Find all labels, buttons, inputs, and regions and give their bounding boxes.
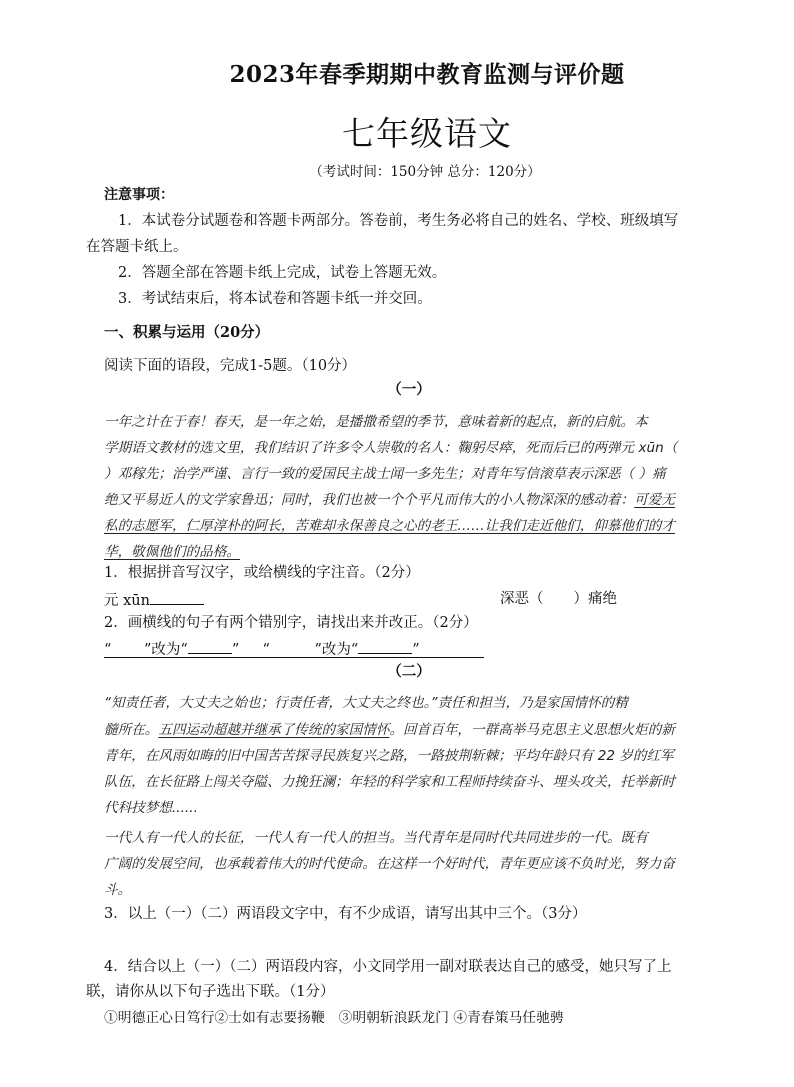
passage3-line-2: 广阔的发展空间，也承载着伟大的时代使命。在这样一个好时代，青年更应该不负时光，努力奋	[104, 856, 675, 872]
passage1-line-3: ）邓稼先；治学严谨、言行一致的爱国民主战士闻一多先生；对青年写信滚草表示深恶（ ）痛	[104, 466, 666, 482]
passage2-line-5: 代科技梦想......	[104, 800, 198, 816]
question-4-line-2: 联，请你从以下句子选出下联。（1分）	[86, 984, 335, 1000]
question-1: 1．根据拼音写汉字，或给横线的字注音。（2分）	[104, 565, 420, 581]
section-intro: 阅读下面的语段，完成1-5题。（10分）	[104, 358, 357, 374]
q2-quote-open-2[interactable]: “	[262, 642, 270, 658]
passage1-line-2: 学期语文教材的选文里，我们结识了许多令人崇敬的名人：鞠躬尽瘁，死而后已的两弹元 xūn（	[104, 440, 678, 456]
question-3: 3．以上（一）（二）两语段文字中，有不少成语，请写出其中三个。（3分）	[104, 906, 587, 922]
passage1-line-4-text: 绝又平易近人的文学家鲁迅；同时，我们也被一个个平凡而伟大的小人物深深的感动着：	[104, 492, 635, 508]
exam-title: 2023年春季期期中教育监测与评价题	[229, 61, 625, 88]
passage1-line-1: 一年之计在于春！春天，是一年之始，是播撒希望的季节，意味着新的起点，新的启航。本	[104, 414, 648, 430]
q1-answer-right	[500, 588, 617, 610]
q2-quote-close-2: ”	[412, 642, 420, 658]
part-label-1: （一）	[387, 381, 431, 398]
q1-right-label-a: 深恶（	[500, 591, 544, 607]
notes-item-1: 1．本试卷分试题卷和答题卡两部分。答卷前，考生务必将自己的姓名、学校、班级填写	[118, 213, 679, 229]
passage2-underlined: 五四运动超越并继承了传统的家国情怀	[158, 722, 390, 738]
section-heading: 一、积累与运用（20分）	[104, 324, 270, 341]
notes-heading: 注意事项：	[104, 187, 174, 203]
q2-blank-1[interactable]	[188, 637, 232, 654]
question-4-options: ①明德正心日笃行②士如有志要扬鞭 ③明朝斩浪跃龙门 ④青春策马任驰骋	[104, 1010, 564, 1026]
exam-info: （考试时间：150分钟 总分：120分）	[309, 164, 541, 180]
underlined-sentence-line-2: 私的志愿军，仁厚淳朴的阿长，苦难却永保善良之心的老王……让我们走近他们，仰慕他们的才	[104, 518, 675, 534]
underlined-sentence-line-3: 华，敬佩他们的品格。	[104, 544, 240, 560]
passage3-line-1: 一代人有一代人的长征，一代人有一代人的担当。当代青年是同时代共同进步的一代。既有	[104, 830, 648, 846]
passage2-line-2-end: 。回首百年，一群高举马克思主义思想火炬的新	[389, 722, 675, 738]
passage1-line-4	[104, 488, 675, 508]
q1-blank-left[interactable]	[150, 588, 204, 605]
q1-right-label-b: ）痛绝	[573, 591, 617, 607]
notes-item-1-cont: 在答题卡纸上。	[86, 239, 188, 255]
passage3-line-3: 斗。	[104, 882, 132, 898]
passage2-line-2	[104, 718, 675, 738]
q2-change-to-2: ”改为“	[314, 642, 359, 658]
passage2-line-4: 队伍，在长征路上闯关夺隘、力挽狂澜；年轻的科学家和工程师持续奋斗、埋头攻关，托举新时	[104, 774, 675, 790]
underlined-sentence-start: 可爱无	[634, 492, 675, 508]
part-label-2: （二）	[387, 663, 431, 680]
q1-answer-left	[104, 588, 204, 612]
passage2-line-3: 青年，在风雨如晦的旧中国苦苦探寻民族复兴之路，一路披荆斩棘；平均年龄只有 22 岁的红军	[104, 748, 674, 764]
q2-quote-close-1: ”	[231, 642, 240, 658]
q2-change-to-1: ”改为“	[144, 642, 188, 658]
passage2-line-2-start: 髓所在。	[104, 722, 159, 738]
q2-quote-open-1[interactable]: “	[104, 642, 112, 658]
q2-blank-2[interactable]	[358, 637, 412, 654]
notes-item-3: 3．考试结束后，将本试卷和答题卡纸一并交回。	[118, 291, 432, 307]
notes-item-2: 2．答题全部在答题卡纸上完成，试卷上答题无效。	[118, 265, 447, 281]
q1-left-label: 元 xūn	[104, 593, 150, 609]
subject-title: 七年级语文	[342, 114, 512, 153]
question-2: 2．画横线的句子有两个错别字，请找出来并改正。（2分）	[104, 615, 478, 631]
question-4-line-1: 4．结合以上（一）（二）两语段内容，小文同学用一副对联表达自己的感受，她只写了上	[104, 959, 672, 975]
passage2-line-1: “知责任者，大丈夫之始也；行责任者，大丈夫之终也。”责任和担当，乃是家国情怀的精	[104, 695, 628, 711]
q2-underline	[104, 657, 484, 658]
